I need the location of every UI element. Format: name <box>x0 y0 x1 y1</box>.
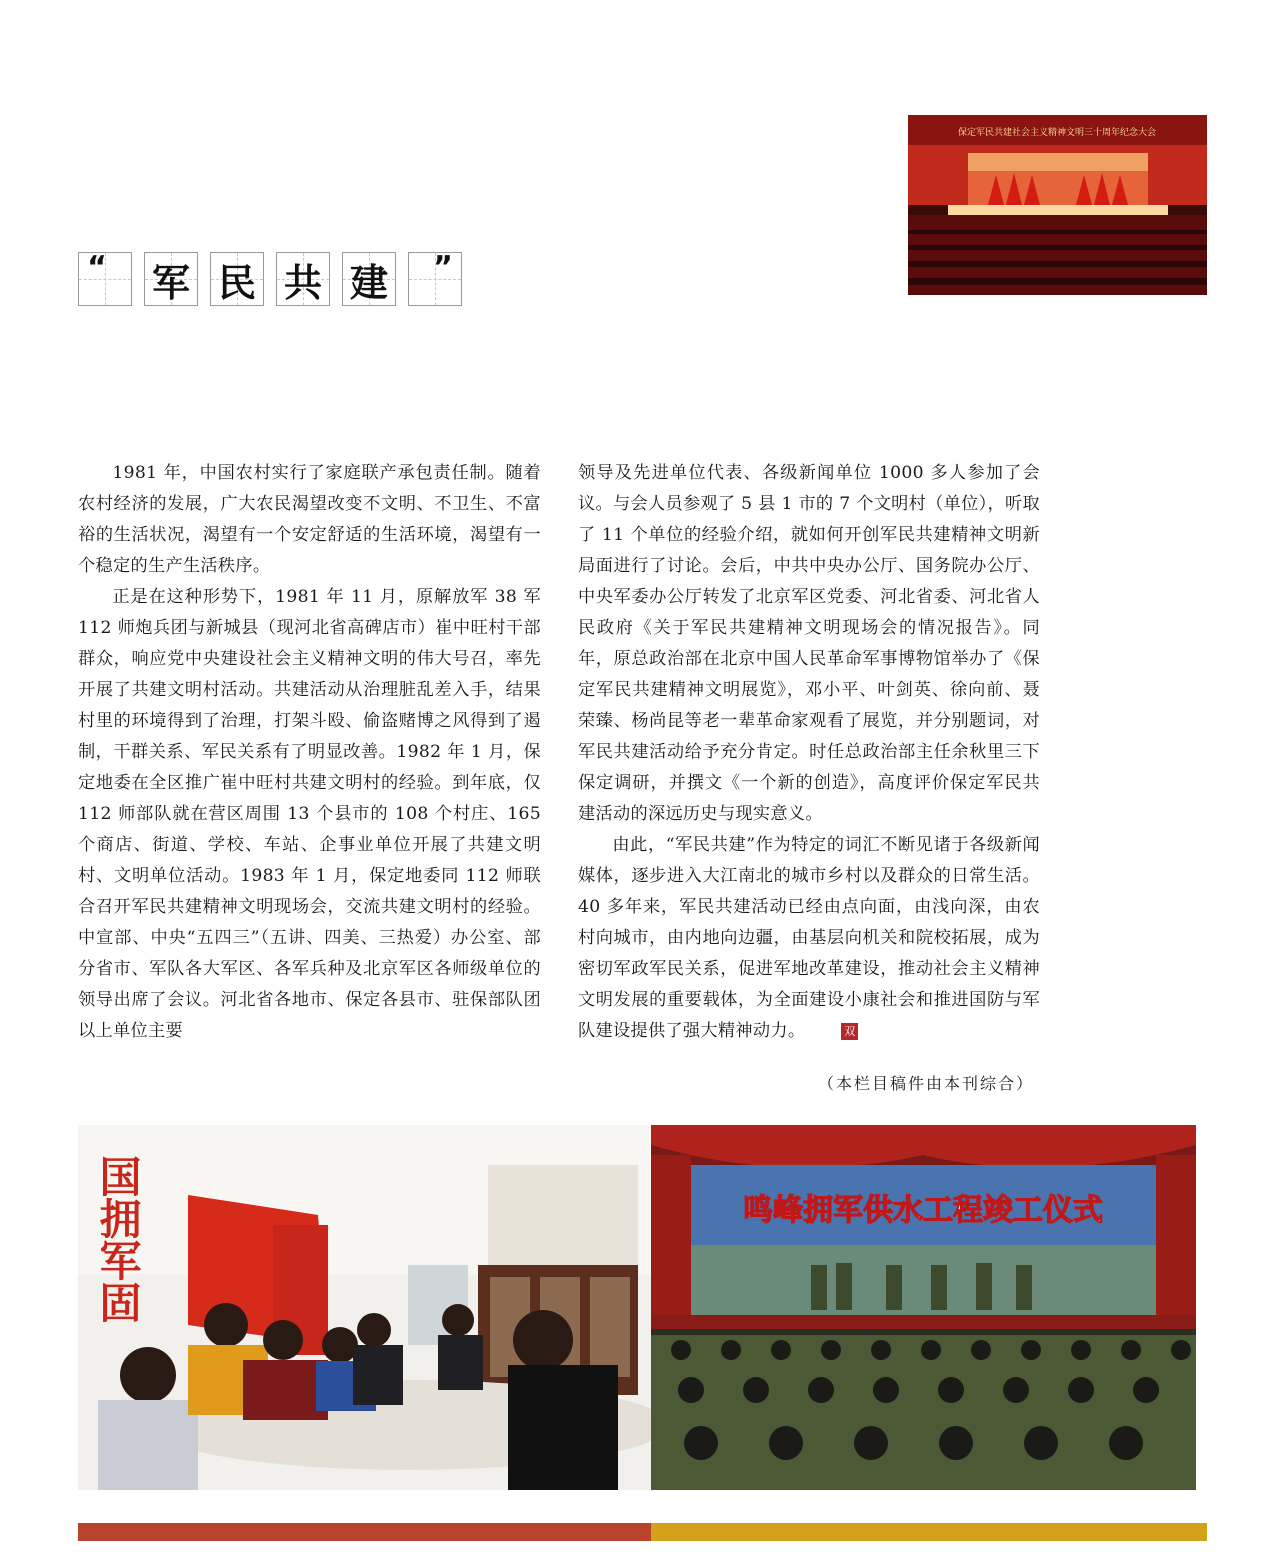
article-paragraph-text: 由此，“军民共建”作为特定的词汇不断见诸于各级新闻媒体，逐步进入大江南北的城市乡村以及群众的日常生活。40 多年来，军民共建活动已经由点向面，由浅向深，由农村向城市，由内地向边疆，由基层向机关和院校拓展，成为密切军政军民关系，促进军地改革建设，推动社会主义精神文明发展的重要载体，为全面建设小康社会和推进国防与军队建设提供了强大精神动力。 <box>578 835 1040 1041</box>
wall-slogan-text: 国拥军固 <box>93 1155 143 1323</box>
title-char-3: 共 <box>276 252 330 306</box>
section-title <box>78 249 462 306</box>
source-note: （本栏目稿件由本刊综合） <box>817 1074 1034 1093</box>
conference-hall-photo <box>908 115 1207 295</box>
article-paragraph: 领导及先进单位代表、各级新闻单位 1000 多人参加了会议。与会人员参观了 5 县 1 市的 7 个文明村（单位），听取了 11 个单位的经验介绍，就如何开创军民共建精神文明新局面进行了讨论。会后，中共中央办公厅、国务院办公厅、中央军委办公厅转发了北京军区党委、河北省委、河北省人民政府《关于军民共建精神文明现场会的情况报告》。同年，原总政治部在北京中国人民革命军事博物馆举办了《保定军民共建精神文明展览》，邓小平、叶剑英、徐向前、聂荣臻、杨尚昆等老一辈革命家观看了展览，并分别题词，对军民共建活动给予充分肯定。时任总政治部主任余秋里三下保定调研，并撰文《一个新的创造》，高度评价保定军民共建活动的深远历史与现实意义。 <box>578 463 1040 824</box>
title-char-2: 民 <box>210 252 264 306</box>
article-paragraph <box>578 830 1040 1047</box>
title-char-4: 建 <box>342 252 396 306</box>
ceremony-banner-text: 鸣峰拥军供水工程竣工仪式 <box>743 1193 1103 1228</box>
article-right-column <box>578 458 1040 1047</box>
article-paragraph: 1981 年，中国农村实行了家庭联产承包责任制。随着农村经济的发展，广大农民渴望改变不文明、不卫生、不富裕的生活状况，渴望有一个安定舒适的生活环境，渴望有一个稳定的生产生活秩序。 <box>78 463 541 576</box>
title-char-open-quote: “ <box>78 252 132 306</box>
article-left-column <box>78 458 541 1047</box>
footer-bar-red <box>78 1523 651 1541</box>
title-char-close-quote: ” <box>408 252 462 306</box>
end-mark: 双 <box>841 1023 858 1040</box>
footer-bar-gold <box>651 1523 1207 1541</box>
article-paragraph: 正是在这种形势下，1981 年 11 月，原解放军 38 军 112 师炮兵团与新城县（现河北省高碑店市）崔中旺村干部群众，响应党中央建设社会主义精神文明的伟大号召，率先开展了共建文明村活动。共建活动从治理脏乱差入手，结果村里的环境得到了治理，打架斗殴、偷盗赌博之风得到了遏制，干群关系、军民关系有了明显改善。1982 年 1 月，保定地委在全区推广崔中旺村共建文明村的经验。到年底，仅 112 师部队就在营区周围 13 个县市的 108 个村庄、165 个商店、街道、学校、车站、企事业单位开展了共建文明村、文明单位活动。1983 年 1 月，保定地委同 112 师联合召开军民共建精神文明现场会，交流共建文明村的经验。中宣部、中央“五四三”（五讲、四美、三热爱）办公室、部分省市、军队各大军区、各军兵种及北京军区各师级单位的领导出席了会议。河北省各地市、保定各县市、驻保部队团以上单位主要 <box>78 587 541 1041</box>
title-char-1: 军 <box>144 252 198 306</box>
hall-banner-text: 保定军民共建社会主义精神文明三十周年纪念大会 <box>957 128 1157 138</box>
ceremony-photo <box>651 1125 1196 1490</box>
community-activity-photo <box>78 1125 651 1490</box>
